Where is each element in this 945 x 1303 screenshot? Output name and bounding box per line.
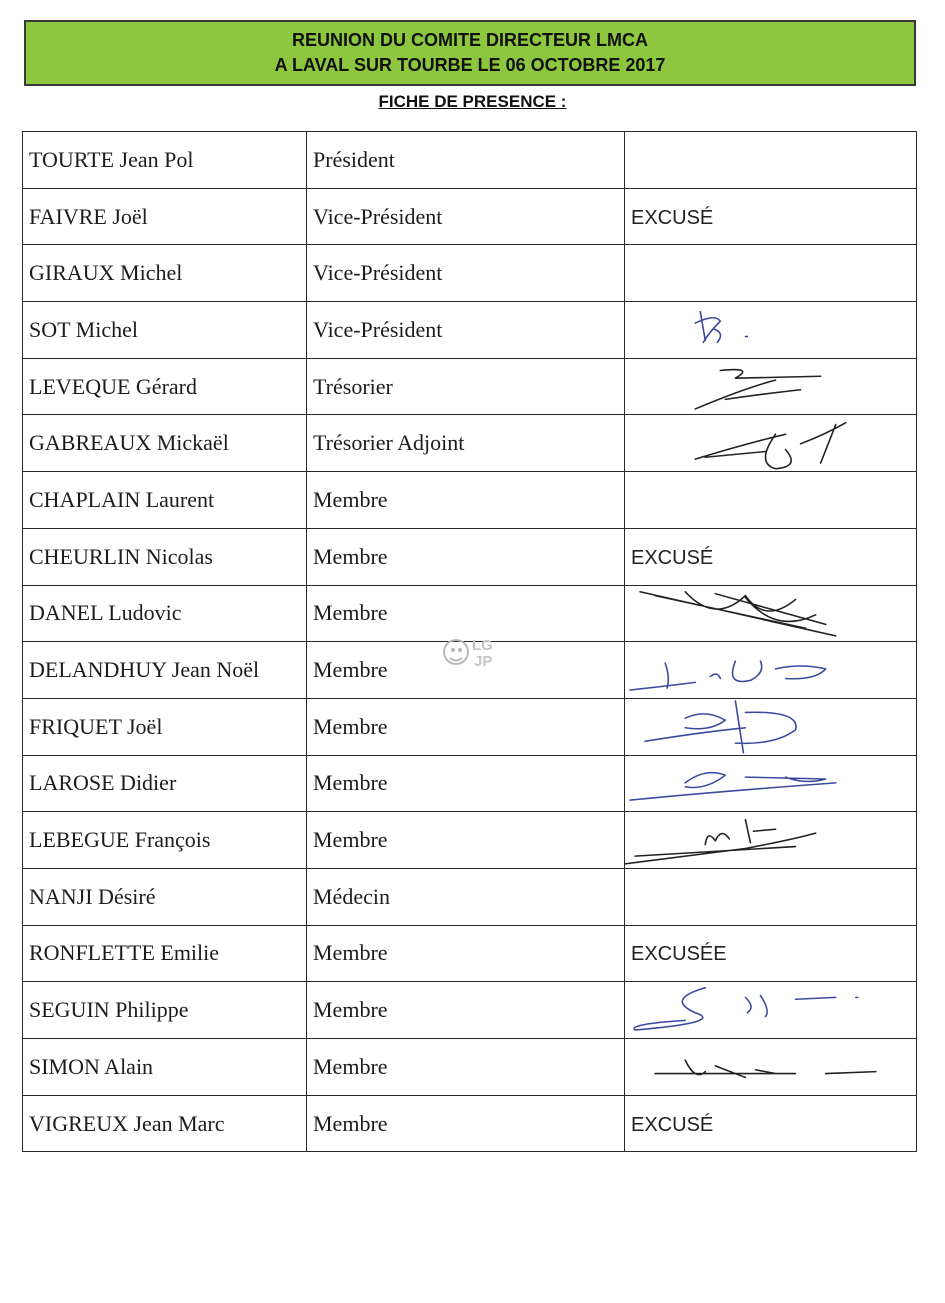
handwritten-signature: [625, 699, 916, 755]
member-role: Membre: [307, 642, 625, 699]
member-name: RONFLETTE Emilie: [23, 925, 307, 982]
member-role: Membre: [307, 1095, 625, 1152]
table-row: [23, 415, 917, 472]
member-role: Membre: [307, 982, 625, 1039]
member-role: Membre: [307, 925, 625, 982]
member-role: Membre: [307, 528, 625, 585]
table-row: [23, 868, 917, 925]
signature-cell: [625, 415, 917, 472]
svg-text:LG: LG: [472, 637, 493, 654]
handwritten-signature: [625, 642, 916, 698]
signature-cell: [625, 982, 917, 1039]
member-role: Trésorier Adjoint: [307, 415, 625, 472]
member-name: SOT Michel: [23, 302, 307, 359]
member-name: SIMON Alain: [23, 1039, 307, 1096]
member-name: DELANDHUY Jean Noël: [23, 642, 307, 699]
signature-cell: [625, 1095, 917, 1152]
table-row: [23, 982, 917, 1039]
member-name: SEGUIN Philippe: [23, 982, 307, 1039]
member-name: VIGREUX Jean Marc: [23, 1095, 307, 1152]
member-role: Président: [307, 132, 625, 189]
member-name: LAROSE Didier: [23, 755, 307, 812]
member-role: Vice-Président: [307, 245, 625, 302]
member-role: Membre: [307, 698, 625, 755]
handwritten-signature: [625, 812, 916, 868]
scan-margin-mark: [16, 30, 19, 90]
status-excuse-label: EXCUSÉ: [631, 546, 714, 569]
handwritten-signature: [625, 586, 916, 642]
member-role: Médecin: [307, 868, 625, 925]
table-row: [23, 245, 917, 302]
signature-cell: [625, 1039, 917, 1096]
signature-cell: [625, 812, 917, 869]
signature-cell: [625, 302, 917, 359]
member-role: Vice-Président: [307, 188, 625, 245]
signature-cell: [625, 472, 917, 529]
member-name: GABREAUX Mickaël: [23, 415, 307, 472]
member-name: CHAPLAIN Laurent: [23, 472, 307, 529]
handwritten-signature: [625, 756, 916, 812]
status-excuse-label: EXCUSÉ: [631, 1113, 714, 1136]
page-subtitle: FICHE DE PRESENCE :: [378, 92, 567, 111]
status-excuse-label: EXCUSÉE: [631, 943, 727, 966]
signature-cell: [625, 132, 917, 189]
member-name: FRIQUET Joël: [23, 698, 307, 755]
table-row: [23, 812, 917, 869]
signature-cell: [625, 585, 917, 642]
header-title-line-2: A LAVAL SUR TOURBE LE 06 OCTOBRE 2017: [274, 55, 666, 75]
table-row: [23, 698, 917, 755]
signature-cell: [625, 528, 917, 585]
table-row: [23, 302, 917, 359]
member-name: GIRAUX Michel: [23, 245, 307, 302]
member-role: Vice-Président: [307, 302, 625, 359]
member-name: TOURTE Jean Pol: [23, 132, 307, 189]
member-name: NANJI Désiré: [23, 868, 307, 925]
table-row: [23, 528, 917, 585]
signature-cell: [625, 755, 917, 812]
member-name: LEVEQUE Gérard: [23, 358, 307, 415]
table-row: [23, 472, 917, 529]
table-row: [23, 1039, 917, 1096]
svg-text:JP: JP: [474, 653, 493, 670]
signature-cell: [625, 245, 917, 302]
status-excuse-label: EXCUSÉ: [631, 206, 714, 229]
member-role: Membre: [307, 1039, 625, 1096]
member-name: DANEL Ludovic: [23, 585, 307, 642]
signature-cell: [625, 925, 917, 982]
table-row: [23, 925, 917, 982]
member-role: Membre: [307, 585, 625, 642]
table-row: [23, 188, 917, 245]
signature-cell: [625, 868, 917, 925]
header-title-line-1: REUNION DU COMITE DIRECTEUR LMCA: [292, 30, 648, 50]
signature-cell: [625, 642, 917, 699]
table-row: [23, 132, 917, 189]
handwritten-signature: [625, 415, 916, 471]
member-name: LEBEGUE François: [23, 812, 307, 869]
member-role: Membre: [307, 472, 625, 529]
handwritten-signature: [625, 982, 916, 1038]
table-row: [23, 1095, 917, 1152]
watermark-logo: [440, 630, 504, 674]
member-name: FAIVRE Joël: [23, 188, 307, 245]
table-row: [23, 755, 917, 812]
member-role: Membre: [307, 812, 625, 869]
signature-cell: [625, 698, 917, 755]
member-name: CHEURLIN Nicolas: [23, 528, 307, 585]
signature-cell: [625, 358, 917, 415]
header-banner: [24, 20, 916, 86]
handwritten-signature: [625, 1039, 916, 1095]
handwritten-signature: [625, 359, 916, 415]
signature-cell: [625, 188, 917, 245]
table-row: [23, 358, 917, 415]
handwritten-signature: [625, 302, 916, 358]
member-role: Trésorier: [307, 358, 625, 415]
member-role: Membre: [307, 755, 625, 812]
